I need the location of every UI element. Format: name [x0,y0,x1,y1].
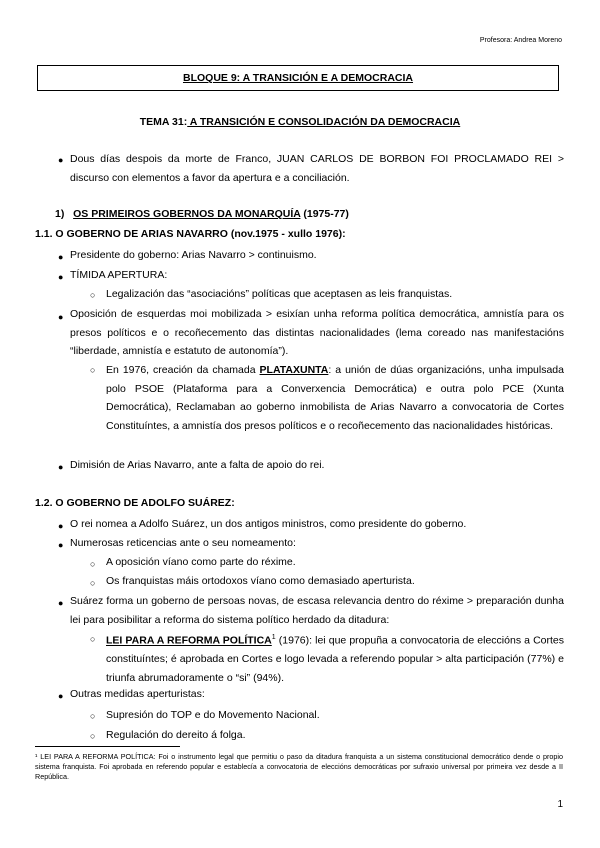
intro-text: Dous días despois da morte de Franco, JUAN CARLOS DE BORBON FOI PROCLAMADO REI > discurso con elementos a favor da apertura e a conciliación. [70,153,564,184]
list-item: Oposición de esquerdas moi mobilizada > esixían unha reforma política democrática, amnistía para os presos políticos e o recoñecemento das distintas nacionalidades (lema coreado nas manifestacións “liberdade, amnistía e estatuto de autonomía”). [70,308,564,357]
author-header: Profesora: Andrea Moreno [479,37,562,44]
section-years: (1975-77) [300,208,349,220]
block-title: BLOQUE 9: A TRANSICIÓN E A DEMOCRACIA [37,65,559,91]
list-item: Suárez forma un goberno de persoas novas, de escasa relevancia dentro do réxime > preparación dunha lei para posibilitar a reforma do sistema político herdado da ditadura: [70,595,564,626]
circle-bullet-icon: ○ [90,290,96,300]
reform-law-text: (1976): lei que propuña a convocatoria de eleccións a Cortes constituíntes; é aprobada en Cortes e logo levada a referendo popular > alta participación (77%) e triunfa abrumadoramente o “si” (94%). [106,634,565,684]
list-item: Os franquistas máis ortodoxos víano como demasiado aperturista. [106,575,415,587]
section-title: OS PRIMEIROS GOBERNOS DA MONARQUÍA [73,208,301,220]
topic-title [0,116,600,128]
bullet-icon: ● [58,252,64,262]
bullet-icon: ● [58,272,64,282]
topic-prefix: TEMA 31: [139,116,188,128]
circle-bullet-icon: ○ [90,731,96,741]
footnote-separator [35,746,180,747]
circle-bullet-icon: ○ [90,578,96,588]
circle-bullet-icon: ○ [90,365,96,375]
plataxunta-pre: En 1976, creación da chamada [106,364,260,376]
section-heading [55,208,349,220]
list-item: Supresión do TOP e do Movemento Nacional. [106,709,320,721]
list-item: Dimisión de Arias Navarro, ante a falta de apoio do rei. [70,459,325,471]
footnote: ¹ LEI PARA A REFORMA POLÍTICA: Foi o instrumento legal que permitiu o paso da ditadura franquista a un sistema constitucional democrático dende o propio sistema franquista. Foi aprobada en referendo popular e establecía a convocatoria de eleccións democráticas por sufraxio universal por primeira vez desde a II República. [35,752,563,781]
plataxunta-post: : a unión de dúas organizacións, unha impulsada polo PSOE (Plataforma para a Converxencia Democrática) e outra polo PCE (Xunta Democrática), Reclamaban ao goberno inmobilista de Arias Navarro a convocatoria de Cortes Constituíntes, a amnistía dos presos políticos e o recoñecemento das nacionalidades históricas. [106,364,564,432]
list-item: Legalización das “asociacións” políticas que aceptasen as leis franquistas. [106,288,453,300]
footnote-ref: 1 [271,634,276,641]
list-item: Numerosas reticencias ante o seu nomeamento: [70,537,296,549]
circle-bullet-icon: ○ [90,634,96,644]
circle-bullet-icon: ○ [90,711,96,721]
list-item: Regulación do dereito á folga. [106,729,246,741]
subsection-heading-1-1: 1.1. O GOBERNO DE ARIAS NAVARRO (nov.1975 - xullo 1976): [35,228,346,240]
section-number: 1) [55,208,65,220]
topic-name: A TRANSICIÓN E CONSOLIDACIÓN DA DEMOCRACIA [187,116,461,128]
list-item: Presidente do goberno: Arias Navarro > continuismo. [70,249,317,261]
page-number: 1 [557,799,563,810]
bullet-icon: ● [58,312,64,322]
bullet-icon: ● [58,521,64,531]
subsection-heading-1-2: 1.2. O GOBERNO DE ADOLFO SUÁREZ: [35,497,235,509]
circle-bullet-icon: ○ [90,559,96,569]
bullet-icon: ● [58,691,64,701]
list-item [106,629,564,687]
list-item: O rei nomea a Adolfo Suárez, un dos antigos ministros, como presidente do goberno. [70,518,467,530]
plataxunta-term: PLATAXUNTA [259,364,329,376]
bullet-icon: ● [58,540,64,550]
list-item [106,361,564,435]
list-item: TÍMIDA APERTURA: [70,269,168,281]
list-item: Outras medidas aperturistas: [70,688,205,700]
bullet-icon: ● [58,462,64,472]
list-item: A oposición víano como parte do réxime. [106,556,296,568]
bullet-icon: ● [58,598,64,608]
reform-law-term: LEI PARA A REFORMA POLÍTICA [106,634,272,647]
bullet-icon: ● [58,155,64,165]
